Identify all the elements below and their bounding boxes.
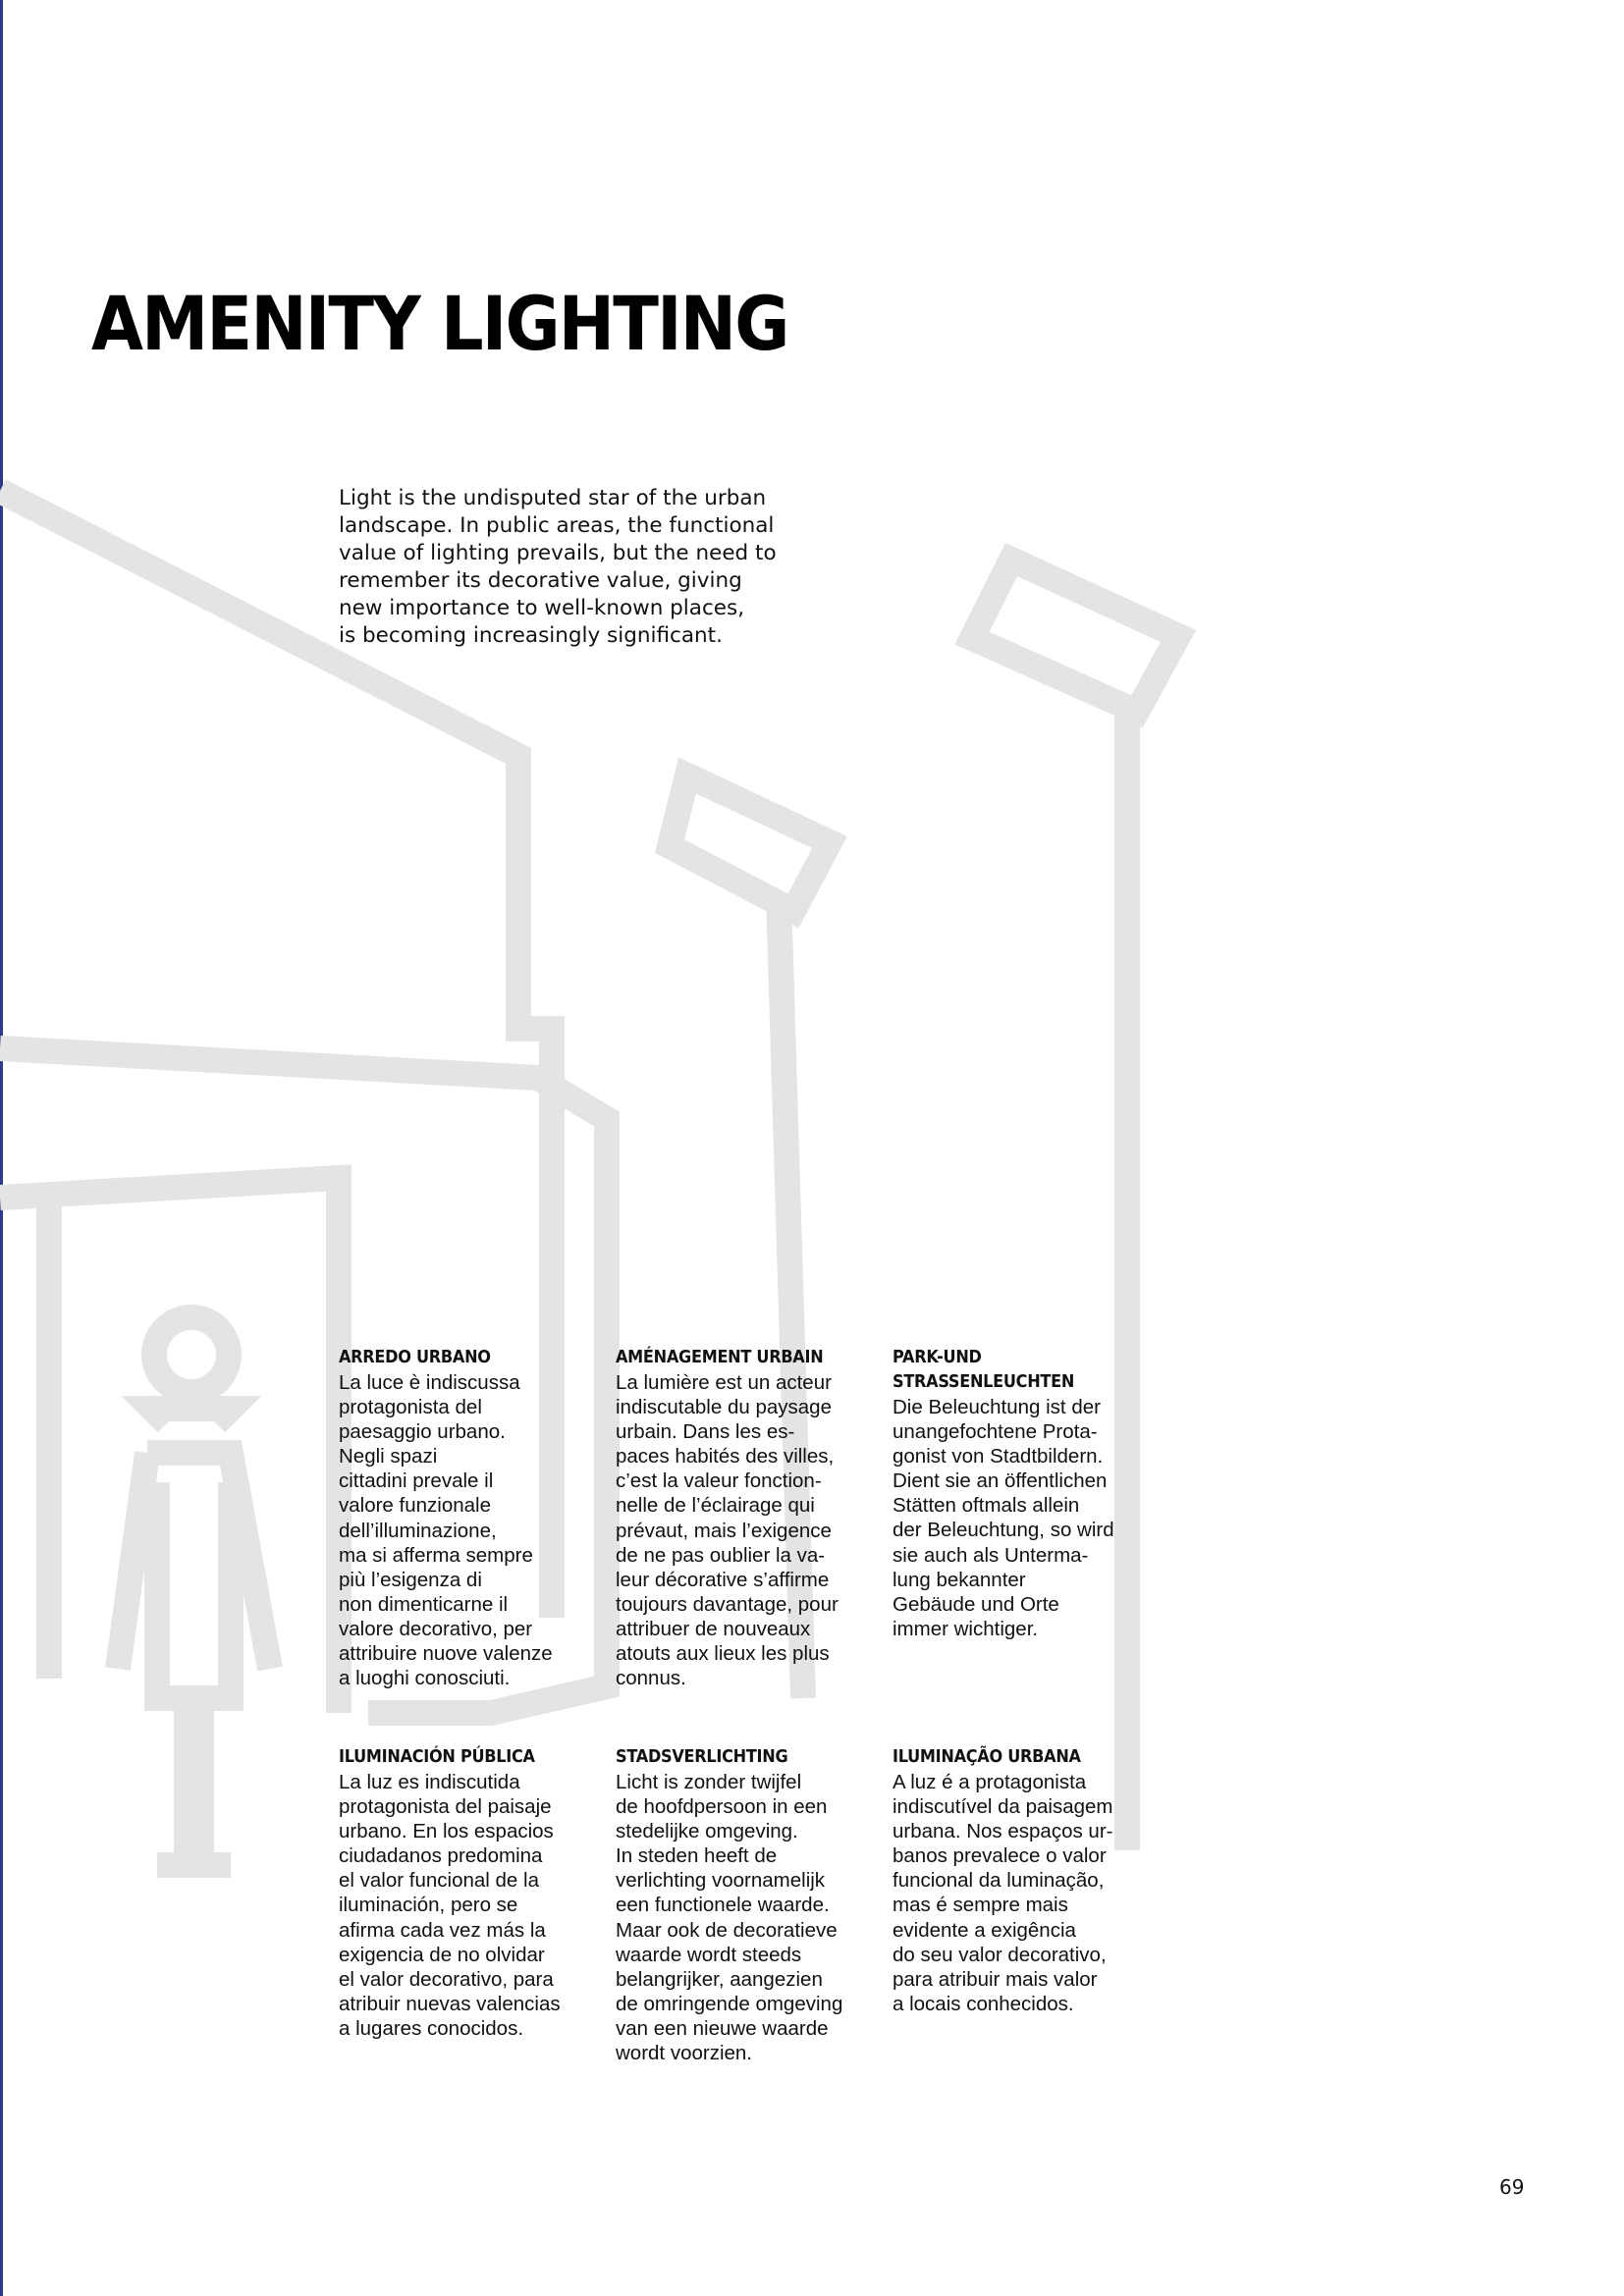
- section-body: La luz es indiscutida protagonista del paisaje urbano. En los espacios ciudadanos predomina el valor funcional de la iluminación, pero se afirma cada vez más la exigencia de no olvidar el valor decorativo, para atribuir nuevas valencias a lugares conocidos.: [339, 1771, 561, 2040]
- section-german: [893, 1346, 1153, 1641]
- small-lamp-head: [670, 775, 830, 911]
- section-body: La luce è indiscussa protagonista del paesaggio urbano. Negli spazi cittadini prevale il valore funzionale dell’illuminazione, ma si afferma sempre più l’esigenza di non dimenticarne il valore decorativo, per attribuire nuove valenze a luoghi conosciuti.: [339, 1371, 553, 1690]
- section-spanish: [339, 1745, 599, 2041]
- page-number: 69: [1499, 2175, 1525, 2199]
- intro-paragraph: Light is the undisputed star of the urban landscape. In public areas, the functional value of lighting prevails, but the need to remember its decorative value, giving new importance to well-known places, is becoming increasingly significant.: [339, 486, 777, 648]
- section-dutch: [616, 1745, 876, 2065]
- section-body: La lumière est un acteur indiscutable du paysage urbain. Dans les es- paces habités des villes, c’est la valeur fonction- nelle de l’éclairage qui prévaut, mais l’exigence de ne pas oublier la va- leur décorative s’affirme toujours davantage, pour attribuer de nouveaux atouts aux lieux les plus connus.: [616, 1371, 839, 1690]
- section-portuguese: [893, 1745, 1153, 2016]
- page-title: AMENITY LIGHTING: [91, 280, 788, 367]
- section-heading: ILUMINAÇÃO URBANA: [893, 1747, 1081, 1767]
- section-italian: [339, 1346, 599, 1690]
- section-heading: PARK-UND STRASSENLEUCHTEN: [893, 1348, 1075, 1392]
- section-french: [616, 1346, 876, 1690]
- section-heading: AMÉNAGEMENT URBAIN: [616, 1348, 824, 1367]
- section-body: Die Beleuchtung ist der unangefochtene Prota- gonist von Stadtbildern. Dient sie an öffentlichen Stätten oftmals allein der Beleuchtung, so wird sie auch als Unterma- lung bekannter Gebäude und Orte immer wichtiger.: [893, 1396, 1114, 1640]
- section-body: A luz é a protagonista indiscutível da paisagem urbana. Nos espaços ur- banos prevalece o valor funcional da luminação, mas é sempre mais evidente a exigência do seu valor decorativo, para atribuir mais valor a locais conhecidos.: [893, 1771, 1113, 2015]
- section-body: Licht is zonder twijfel de hoofdpersoon in een stedelijke omgeving. In steden heeft de verlichting voornamelijk een functionele waarde. Maar ook de decoratieve waarde wordt steeds belangrijker, aangezien de omringende omgeving van een nieuwe waarde wordt voorzien.: [616, 1771, 843, 2065]
- tall-lamp-head: [972, 560, 1178, 712]
- person-figure: [118, 1317, 270, 1865]
- section-heading: ARREDO URBANO: [339, 1348, 491, 1367]
- section-heading: STADSVERLICHTING: [616, 1747, 788, 1767]
- section-heading: ILUMINACIÓN PÚBLICA: [339, 1747, 535, 1767]
